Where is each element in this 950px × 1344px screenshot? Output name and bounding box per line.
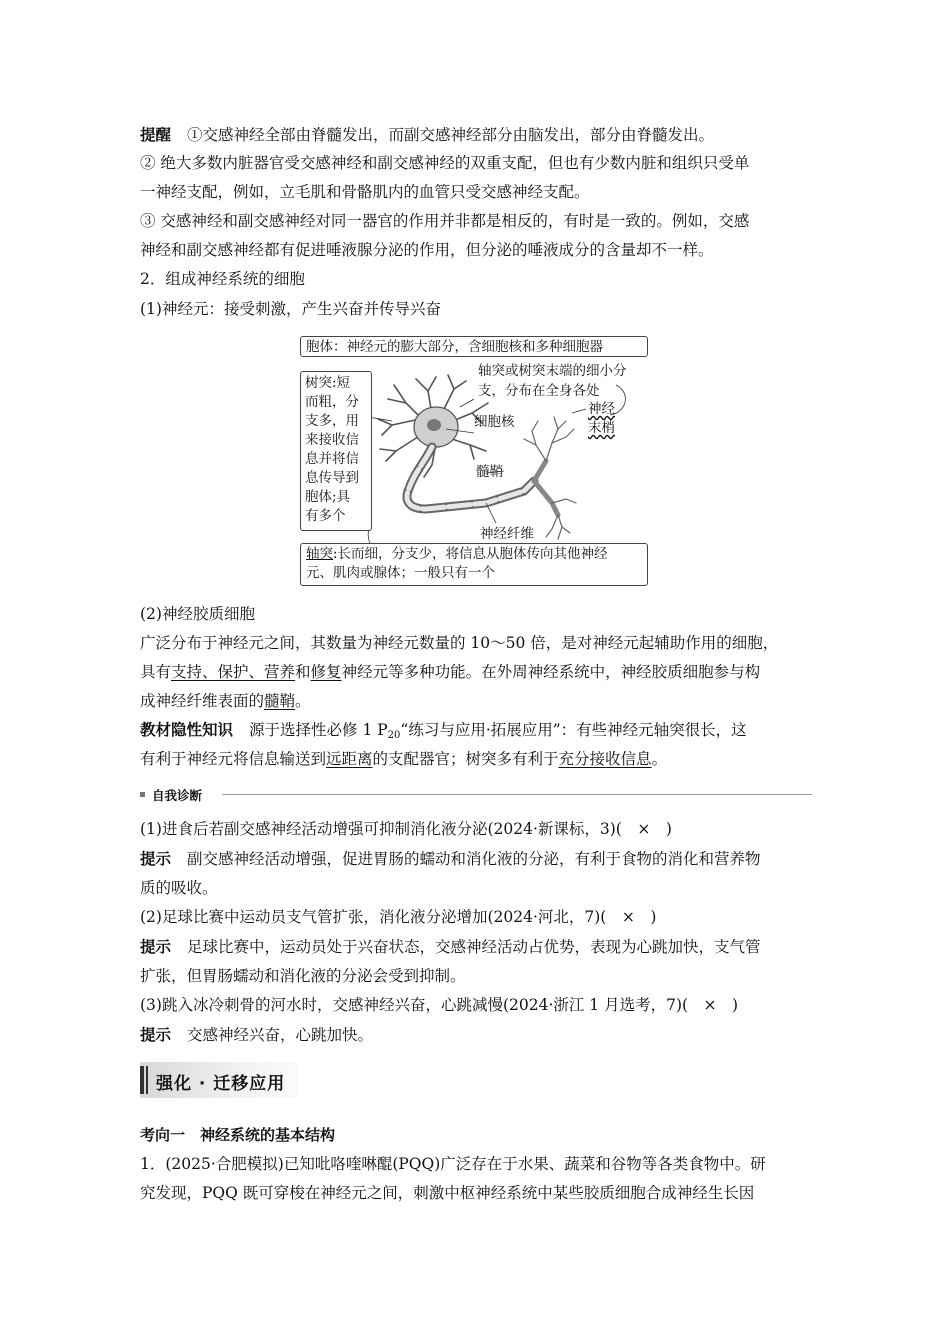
direction-title: 考向一 神经系统的基本结构 [140, 1126, 336, 1144]
glia-repair-underlined: 修复 [310, 663, 342, 681]
myelin-label: 髓鞘 [476, 464, 503, 480]
glia-line-2: 具有支持、保护、营养和修复神经元等多种功能。在外周神经系统中，神经胶质细胞参与构 [140, 663, 761, 681]
nucleus-label: 细胞核 [474, 414, 515, 430]
tip-text-1: ①交感神经全部由脊髓发出，而副交感神经部分由脑发出，部分由脊髓发出。 [187, 126, 715, 144]
section-banner-title: 强化 · 迁移应用 [156, 1074, 286, 1094]
axon-text-1: :长而细，分支少，将信息从胞体传向其他神经 [333, 546, 608, 562]
question-1-line-2: 究发现，PQQ 既可穿梭在神经元之间，刺激中枢神经系统中某些胶质细胞合成神经生长因 [140, 1184, 755, 1202]
hint-label: 提示 [140, 850, 172, 868]
glia-line-1: 广泛分布于神经元之间，其数量为神经元数量的 10～50 倍，是对神经元起辅助作用的细胞， [140, 634, 779, 652]
soma-box: 胞体：神经元的膨大部分，含细胞核和多种细胞器 [300, 336, 648, 357]
axon-text-2: 元、肌肉或腺体；一般只有一个 [306, 565, 495, 581]
diagnosis-hint1-line-1: 提示 副交感神经活动增强，促进胃肠的蠕动和消化液的分泌，有利于食物的消化和营养物 [140, 850, 761, 868]
divider [222, 794, 812, 795]
glia-line-3: 成神经纤维表面的髓鞘。 [140, 692, 311, 710]
glia-title: (2)神经胶质细胞 [140, 605, 255, 623]
tip-label: 提醒 [140, 126, 172, 144]
hidden-knowledge-label: 教材隐性知识 [140, 721, 234, 739]
dendrite-line-2: 而粗，分 [305, 394, 359, 410]
terminal-desc-1: 轴突或树突末端的细小分 [478, 363, 627, 379]
hidden-knowledge-line-2: 有利于神经元将信息输送到远距离的支配器官；树突多有利于充分接收信息。 [140, 750, 668, 768]
fiber-label: 神经纤维 [480, 526, 534, 542]
diagnosis-q2: (2)足球比赛中运动员支气管扩张，消化液分泌增加(2024·河北，7)( × ) [140, 908, 657, 926]
tip-line-4: ③ 交感神经和副交感神经对同一器官的作用并非都是相反的，有时是一致的。例如，交感 [140, 212, 750, 230]
diagnosis-q3: (3)跳入冰冷刺骨的河水时，交感神经兴奋，心跳减慢(2024·浙江 1 月选考，7)( × ) [140, 996, 739, 1014]
dendrite-line-6: 息传导到 [305, 470, 359, 486]
terminal-desc-2: 支，分布在全身各处 [478, 383, 600, 399]
diagnosis-hint3: 提示 交感神经兴奋，心跳加快。 [140, 1026, 374, 1044]
diagnosis-q1: (1)进食后若副交感神经活动增强可抑制消化液分泌(2024·新课标，3)( × ) [140, 820, 672, 838]
dendrite-line-8: 有多个 [305, 508, 346, 524]
tip-line-3: 一神经支配，例如，立毛肌和骨骼肌内的血管只受交感神经支配。 [140, 183, 590, 201]
dendrite-line-5: 息并将信 [305, 451, 359, 467]
section-banner [140, 1062, 298, 1098]
dendrite-line-3: 支多，用 [305, 413, 359, 429]
diagnosis-hint2-line-1: 提示 足球比赛中，运动员处于兴奋状态，交感神经活动占优势，表现为心跳加快，支气管 [140, 938, 761, 956]
terminal-label-2: 末梢 [588, 420, 615, 436]
diagnosis-hint1-line-2: 质的吸收。 [140, 879, 218, 897]
receive-info-underlined: 充分接收信息 [558, 750, 652, 768]
long-distance-underlined: 远距离 [326, 750, 373, 768]
terminal-label-1: 神经 [588, 401, 615, 417]
section-2-title: 2．组成神经系统的细胞 [140, 270, 305, 288]
bullet-square-icon [140, 792, 145, 797]
hidden-knowledge-line-1: 教材隐性知识 源于选择性必修 1 $P_{20}“$练习与应用·拓展应用”：有些神经元轴突很长，这 [140, 721, 747, 741]
axon-box [300, 543, 648, 586]
question-1-line-1: 1．(2025·合肥模拟)已知吡咯喹啉醌(PQQ)广泛存在于水果、蔬菜和谷物等各类食物中。研 [140, 1155, 766, 1173]
dendrite-line-1: 树突:短 [305, 375, 351, 391]
tip-line-5: 神经和副交感神经都有促进唾液腺分泌的作用，但分泌的唾液成分的含量却不一样。 [140, 241, 714, 259]
hint-label: 提示 [140, 938, 172, 956]
dendrite-box [300, 371, 372, 531]
tip-line-1 [140, 124, 812, 146]
myelin-underlined: 髓鞘 [264, 692, 296, 710]
neuron-figure [296, 333, 652, 588]
hint-label: 提示 [140, 1026, 172, 1044]
dendrite-line-4: 来接收信 [305, 432, 359, 448]
self-diagnosis-title: 自我诊断 [152, 788, 203, 803]
neuron-definition: (1)神经元：接受刺激，产生兴奋并传导兴奋 [140, 300, 441, 318]
glia-functions-underlined: 支持、保护、营养 [171, 663, 296, 681]
self-diagnosis-header [140, 786, 812, 804]
axon-label: 轴突 [306, 546, 333, 562]
dendrite-line-7: 胞体;具 [305, 489, 351, 505]
tip-line-2: ② 绝大多数内脏器官受交感神经和副交感神经的双重支配，但也有少数内脏和组织只受单 [140, 154, 750, 172]
diagnosis-hint2-line-2: 扩张，但胃肠蠕动和消化液的分泌会受到抑制。 [140, 967, 466, 985]
